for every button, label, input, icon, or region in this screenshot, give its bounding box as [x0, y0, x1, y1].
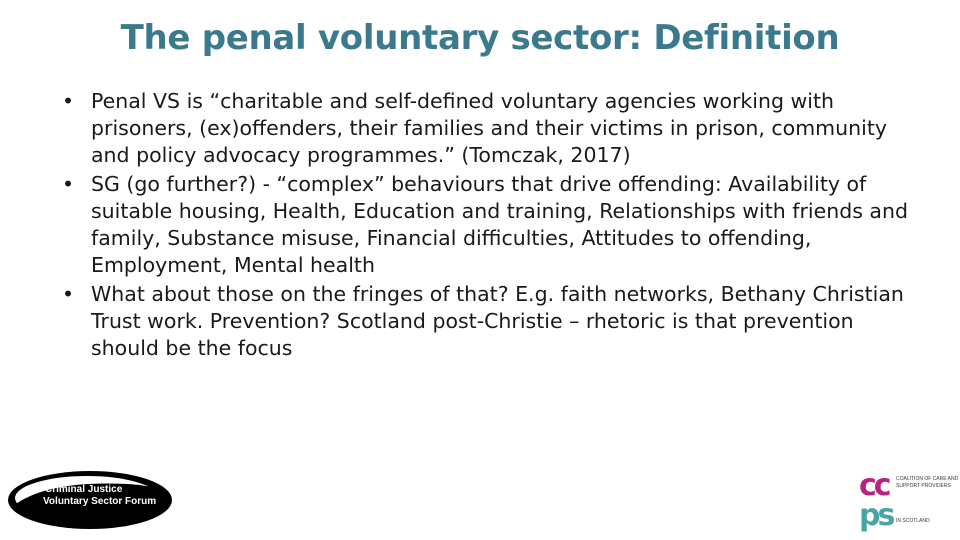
ccps-side-text-3: IN SCOTLAND [896, 518, 930, 524]
bullet-item [62, 88, 920, 169]
ccps-logo [858, 468, 959, 533]
bullet-text: What about those on the fringes of that? E.g. faith networks, Bethany Christian Trust work. Prevention? Scotland post-Christie – rhetoric is that prevention should be the focus [91, 282, 904, 360]
bullet-icon: • [62, 89, 75, 113]
bullet-text: SG (go further?) - “complex” behaviours that drive offending: Availability of suitable housing, Health, Education and training, Relationships with friends and family, Substance misuse, Financial difficulties, Attitudes to offending, Employment, Mental health [91, 172, 908, 277]
cjvsf-logo [7, 470, 173, 530]
ccps-top-letters: cc [859, 468, 889, 503]
cjvsf-line1: Criminal Justice [45, 484, 123, 495]
bullet-icon: • [62, 282, 75, 306]
bullet-text: Penal VS is “charitable and self-defined voluntary agencies working with prisoners, (ex)offenders, their families and their victims in prison, community and policy advocacy programmes.” (Tomczak, 2017) [91, 89, 888, 167]
bullet-icon: • [62, 172, 75, 196]
bullet-list [62, 88, 920, 364]
bullet-item [62, 281, 920, 362]
ccps-side-text-2: SUPPORT PROVIDERS [896, 483, 951, 489]
ccps-bottom-letters: ps [859, 498, 893, 533]
ccps-side-text-1: COALITION OF CARE AND [896, 476, 959, 482]
cjvsf-line2: Voluntary Sector Forum [43, 496, 157, 507]
bullet-item [62, 171, 920, 279]
slide-title: The penal voluntary sector: Definition [120, 18, 840, 58]
